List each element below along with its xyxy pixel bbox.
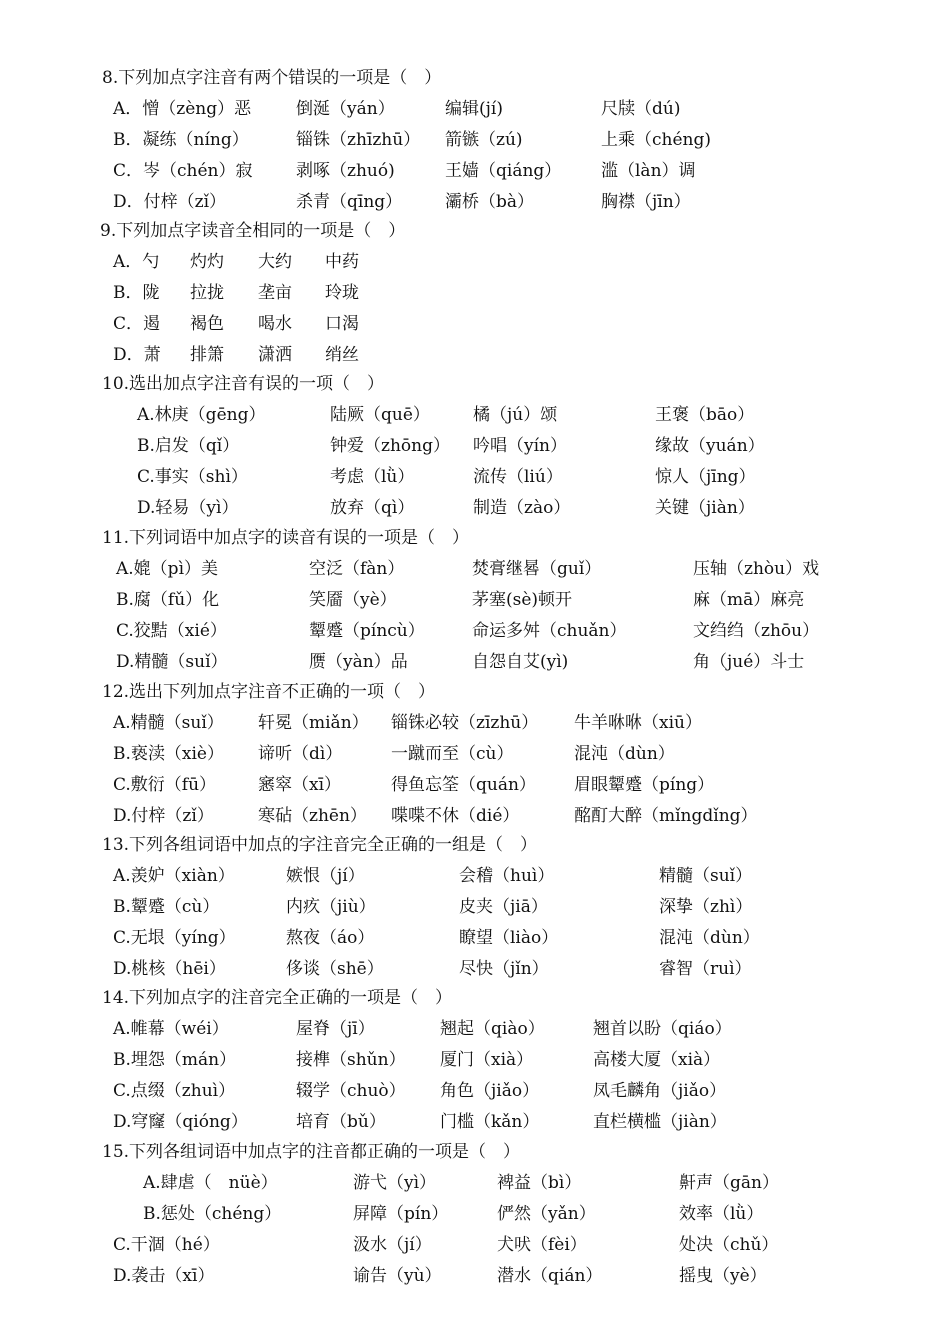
option-item: 陆厥（quē） xyxy=(330,405,430,425)
option-row xyxy=(0,191,950,222)
question-stem: 14.下列加点字的注音完全正确的一项是（ ） xyxy=(102,988,453,1008)
option-item: 犬吠（fèi） xyxy=(497,1235,587,1255)
option-item: 橘（jú）颂 xyxy=(473,405,558,425)
option-row xyxy=(0,344,950,375)
option-item: 混沌（dùn） xyxy=(659,928,760,948)
option-row xyxy=(0,98,950,129)
option-item: 箭镞（zú) xyxy=(445,130,523,150)
option-item: 寒砧（zhēn） xyxy=(258,806,367,826)
option-row xyxy=(0,651,950,682)
option-row xyxy=(0,282,950,313)
option-item: 锱铢（zhīzhū） xyxy=(296,130,421,150)
option-item: 瞭望（liào） xyxy=(459,928,559,948)
option-item: 制造（zào） xyxy=(473,498,571,518)
option-item: A.媲（pì）美 xyxy=(116,559,218,579)
option-item: 接榫（shǔn） xyxy=(296,1050,406,1070)
option-item: 胸襟（jīn） xyxy=(601,192,691,212)
option-item: 得鱼忘筌（quán） xyxy=(391,775,536,795)
option-item: B.颦蹙（cù） xyxy=(113,897,220,917)
option-item: 排箫 xyxy=(190,345,224,365)
option-item: 笑靥（yè） xyxy=(309,590,397,610)
option-item: 汲水（jí） xyxy=(353,1235,432,1255)
option-item: 麻（mā）麻亮 xyxy=(693,590,805,610)
option-item: 混沌（dùn） xyxy=(574,744,675,764)
option-item: 屋脊（jī） xyxy=(296,1019,375,1039)
option-row xyxy=(0,404,950,435)
option-item: 钟爱（zhōng） xyxy=(330,436,450,456)
option-item: 赝（yàn）品 xyxy=(309,652,408,672)
option-item: 睿智（ruì） xyxy=(659,959,752,979)
option-item: C．遏 xyxy=(113,314,161,334)
option-row xyxy=(0,313,950,344)
option-row xyxy=(0,466,950,497)
option-item: 熬夜（áo） xyxy=(286,928,375,948)
option-item: 茅塞(sè)顿开 xyxy=(472,590,573,610)
option-item: C.点缀（zhuì） xyxy=(113,1081,236,1101)
option-item: B.惩处（chéng） xyxy=(143,1204,282,1224)
option-item: 褐色 xyxy=(190,314,224,334)
option-item: 翘首以盼（qiáo） xyxy=(593,1019,732,1039)
option-item: 编辑(jí) xyxy=(445,99,503,119)
option-item: 俨然（yǎn） xyxy=(497,1204,596,1224)
option-item: 锱铢必较（zīzhū） xyxy=(391,713,539,733)
option-item: 颦蹙（píncù） xyxy=(309,621,425,641)
option-item: B.埋怨（mán） xyxy=(113,1050,237,1070)
option-item: 空泛（fàn） xyxy=(309,559,405,579)
option-item: 绡丝 xyxy=(325,345,359,365)
option-item: 尺牍（dú) xyxy=(601,99,681,119)
option-item: 嫉恨（jí） xyxy=(286,866,365,886)
option-item: 喋喋不休（dié） xyxy=(391,806,520,826)
option-item: 命运多舛（chuǎn） xyxy=(472,621,627,641)
option-item: 中药 xyxy=(325,252,359,272)
option-item: 倒涎（yán） xyxy=(296,99,395,119)
option-item: 处决（chǔ） xyxy=(679,1235,779,1255)
option-item: 滥（làn）调 xyxy=(601,161,696,181)
option-row xyxy=(0,927,950,958)
option-item: 皮夹（jiā） xyxy=(459,897,548,917)
option-item: 文绉绉（zhōu） xyxy=(693,621,820,641)
option-item: 焚膏继晷（guǐ） xyxy=(472,559,602,579)
option-item: 角色（jiǎo） xyxy=(440,1081,540,1101)
option-item: 流传（liú） xyxy=(473,467,563,487)
option-item: 放弃（qì） xyxy=(330,498,415,518)
option-item: 谕告（yù） xyxy=(353,1266,442,1286)
option-row xyxy=(0,896,950,927)
question-stem: 13.下列各组词语中加点的字注音完全正确的一组是（ ） xyxy=(102,835,538,855)
option-item: C.狡黠（xié） xyxy=(116,621,227,641)
question-stem: 15.下列各组词语中加点字的注音都正确的一项是（ ） xyxy=(102,1142,521,1162)
option-item: 培育（bǔ） xyxy=(296,1112,386,1132)
option-row xyxy=(0,865,950,896)
option-row xyxy=(0,1018,950,1049)
option-item: D.袭击（xī） xyxy=(113,1266,215,1286)
option-row xyxy=(0,1080,950,1111)
option-item: 轩冕（miǎn） xyxy=(258,713,369,733)
option-item: D.精髓（suǐ） xyxy=(116,652,228,672)
option-row xyxy=(0,805,950,836)
option-row xyxy=(0,1234,950,1265)
option-item: A.精髓（suǐ） xyxy=(113,713,224,733)
question-stem: 9.下列加点字读音全相同的一项是（ ） xyxy=(100,221,406,241)
option-item: 鼾声（gān） xyxy=(679,1173,779,1193)
option-item: 窸窣（xī） xyxy=(258,775,342,795)
option-item: 一蹴而至（cù） xyxy=(391,744,514,764)
option-row xyxy=(0,958,950,989)
option-item: 灞桥（bà） xyxy=(445,192,535,212)
option-item: 侈谈（shē） xyxy=(286,959,384,979)
option-item: 直栏横槛（jiàn） xyxy=(593,1112,727,1132)
option-item: 口渴 xyxy=(325,314,359,334)
option-item: 惊人（jīng） xyxy=(655,467,756,487)
option-item: C.敷衍（fū） xyxy=(113,775,217,795)
option-item: 潜水（qián） xyxy=(497,1266,603,1286)
option-row xyxy=(0,620,950,651)
question-stem: 11.下列词语中加点字的读音有误的一项是（ ） xyxy=(102,528,470,548)
option-row xyxy=(0,1111,950,1142)
option-item: 自怨自艾(yì) xyxy=(472,652,569,672)
option-row xyxy=(0,589,950,620)
option-item: 尽快（jǐn） xyxy=(459,959,549,979)
option-item: A．勺 xyxy=(113,252,160,272)
option-item: 王嫱（qiáng） xyxy=(445,161,562,181)
question-stem: 10.选出加点字注音有误的一项（ ） xyxy=(102,374,385,394)
option-row xyxy=(0,251,950,282)
option-item: 角（jué）斗士 xyxy=(693,652,805,672)
option-item: D．付梓（zǐ） xyxy=(113,192,227,212)
option-item: D.轻易（yì） xyxy=(137,498,239,518)
option-item: 上乘（chéng) xyxy=(601,130,711,150)
option-item: 灼灼 xyxy=(190,252,224,272)
option-item: C.干涸（hé） xyxy=(113,1235,220,1255)
option-row xyxy=(0,1203,950,1234)
option-row xyxy=(0,712,950,743)
option-item: 厦门（xià） xyxy=(440,1050,534,1070)
option-item: 辍学（chuò） xyxy=(296,1081,406,1101)
option-item: 压轴（zhòu）戏 xyxy=(693,559,820,579)
option-item: 精髓（suǐ） xyxy=(659,866,753,886)
option-item: 门槛（kǎn） xyxy=(440,1112,540,1132)
option-row xyxy=(0,1265,950,1296)
option-item: 摇曳（yè） xyxy=(679,1266,767,1286)
option-item: B．陇 xyxy=(113,283,160,303)
option-row xyxy=(0,743,950,774)
question-stem: 8.下列加点字注音有两个错误的一项是（ ） xyxy=(102,68,442,88)
option-item: 垄亩 xyxy=(258,283,292,303)
option-item: 大约 xyxy=(258,252,292,272)
option-row xyxy=(0,1049,950,1080)
option-item: 缘故（yuán） xyxy=(655,436,765,456)
option-row xyxy=(0,160,950,191)
option-item: 深挚（zhì） xyxy=(659,897,753,917)
option-row xyxy=(0,435,950,466)
option-item: B.腐（fǔ）化 xyxy=(116,590,220,610)
option-item: 杀青（qīng） xyxy=(296,192,403,212)
option-item: D．萧 xyxy=(113,345,161,365)
option-row xyxy=(0,497,950,528)
option-item: 王褒（bāo） xyxy=(655,405,755,425)
option-item: 牛羊咻咻（xiū） xyxy=(574,713,702,733)
option-item: B．凝练（níng） xyxy=(113,130,249,150)
option-item: 翘起（qiào） xyxy=(440,1019,545,1039)
option-item: A．憎（zèng）恶 xyxy=(113,99,252,119)
option-item: A.林庚（gēng） xyxy=(137,405,266,425)
option-item: D.付梓（zǐ） xyxy=(113,806,214,826)
option-item: 谛听（dì） xyxy=(258,744,343,764)
option-row xyxy=(0,1172,950,1203)
option-item: 考虑（lǜ） xyxy=(330,467,415,487)
option-item: 内疚（jiù） xyxy=(286,897,376,917)
option-item: 喝水 xyxy=(258,314,292,334)
option-row xyxy=(0,774,950,805)
option-item: D.桃核（hēi） xyxy=(113,959,226,979)
option-row xyxy=(0,558,950,589)
option-item: C.事实（shì） xyxy=(137,467,248,487)
option-item: C.无垠（yíng） xyxy=(113,928,236,948)
option-item: C．岑（chén）寂 xyxy=(113,161,253,181)
option-item: D.穹窿（qióng） xyxy=(113,1112,248,1132)
option-item: 玲珑 xyxy=(325,283,359,303)
option-item: B.亵渎（xiè） xyxy=(113,744,224,764)
option-item: 裨益（bì） xyxy=(497,1173,582,1193)
option-item: A.羡妒（xiàn） xyxy=(113,866,235,886)
option-item: A.帷幕（wéi） xyxy=(113,1019,229,1039)
option-item: 剥啄（zhuó) xyxy=(296,161,395,181)
option-item: 高楼大厦（xià） xyxy=(593,1050,721,1070)
option-row xyxy=(0,129,950,160)
option-item: 效率（lǜ） xyxy=(679,1204,764,1224)
option-item: 眉眼颦蹙（píng） xyxy=(574,775,715,795)
option-item: 屏障（pín） xyxy=(353,1204,449,1224)
option-item: 潇洒 xyxy=(258,345,292,365)
option-item: 吟唱（yín） xyxy=(473,436,567,456)
question-stem: 12.选出下列加点字注音不正确的一项（ ） xyxy=(102,682,436,702)
option-item: 游弋（yì） xyxy=(353,1173,437,1193)
option-item: 凤毛麟角（jiǎo） xyxy=(593,1081,727,1101)
option-item: A.肆虐（ nüè） xyxy=(143,1173,278,1193)
option-item: 关键（jiàn） xyxy=(655,498,755,518)
option-item: 酩酊大醉（mǐngdǐng） xyxy=(574,806,758,826)
option-item: 会稽（huì） xyxy=(459,866,555,886)
option-item: 拉拢 xyxy=(190,283,224,303)
option-item: B.启发（qǐ） xyxy=(137,436,240,456)
